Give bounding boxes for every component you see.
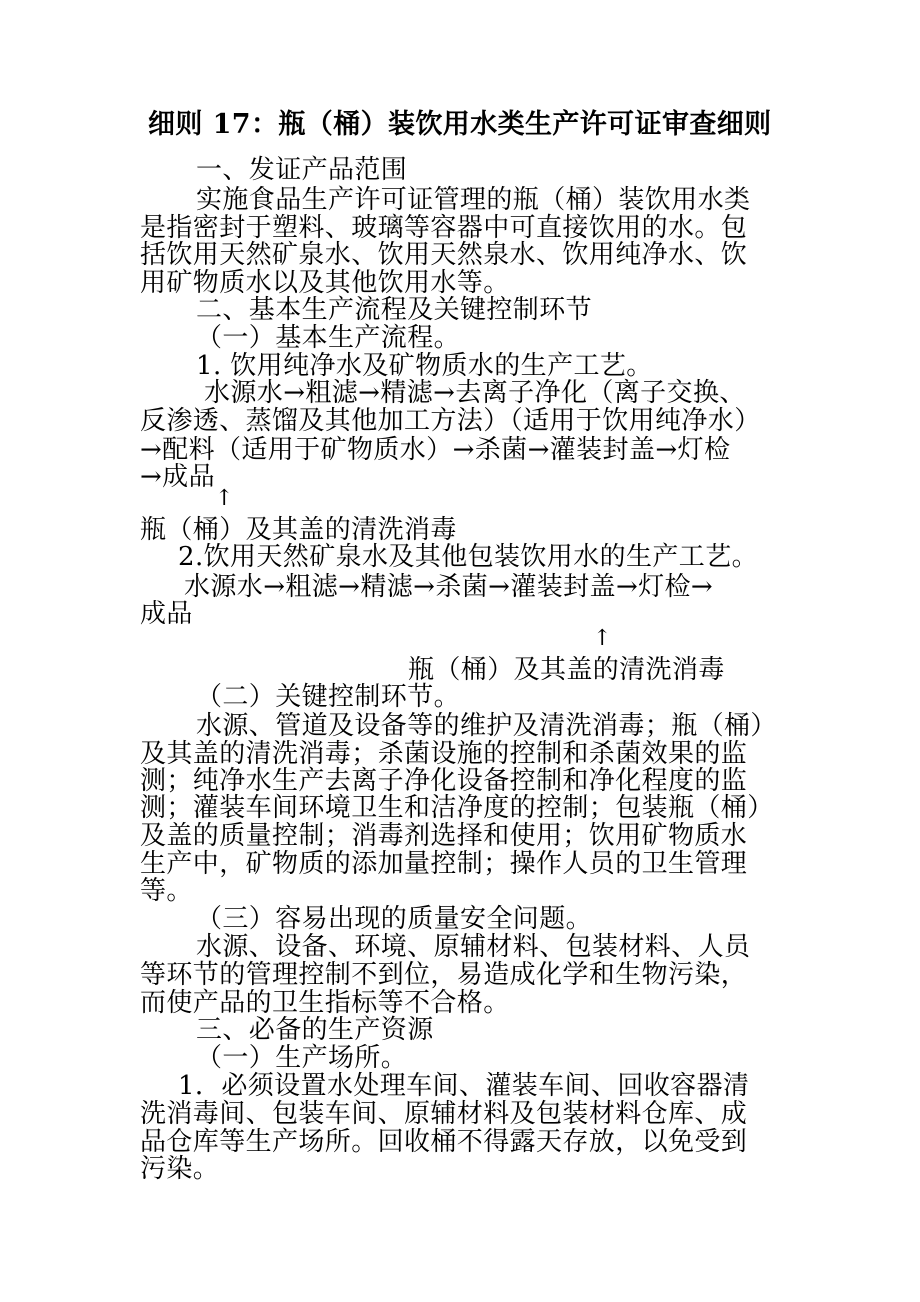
subheading: （一）生产场所。 — [196, 1043, 408, 1073]
heading-1: 一、发证产品范围 — [196, 155, 408, 185]
flow-line: 水源水→粗滤→精滤→去离子净化（离子交换、 — [204, 378, 746, 408]
paragraph-line: 测；灌装车间环境卫生和洁净度的控制；包装瓶（桶） — [140, 793, 774, 823]
flow-line: →成品 — [140, 462, 215, 492]
up-arrow-icon: ↑ — [215, 486, 234, 511]
heading-3: 三、必备的生产资源 — [196, 1015, 434, 1045]
paragraph-line: 污染。 — [140, 1154, 220, 1184]
paragraph-line: 洗消毒间、包装车间、原辅材料及包装材料仓库、成 — [140, 1099, 748, 1129]
document-title: 细则 17：瓶（桶）装饮用水类生产许可证审查细则 — [148, 109, 772, 140]
subheading: （一）基本生产流程。 — [196, 323, 461, 353]
subheading: （三）容易出现的质量安全问题。 — [196, 904, 593, 934]
paragraph-line: 括饮用天然矿泉水、饮用天然泉水、饮用纯净水、饮 — [140, 240, 748, 270]
paragraph-line: 测；纯净水生产去离子净化设备控制和净化程度的监 — [140, 766, 748, 796]
paragraph-line: 品仓库等生产场所。回收桶不得露天存放，以免受到 — [140, 1127, 748, 1157]
paragraph-line: 用矿物质水以及其他饮用水等。 — [140, 268, 510, 298]
paragraph-line: 1．必须设置水处理车间、灌装车间、回收容器清 — [178, 1071, 750, 1101]
flow-line: 反渗透、蒸馏及其他加工方法）（适用于饮用纯净水） — [140, 406, 761, 436]
subheading: （二）关键控制环节。 — [196, 682, 461, 712]
paragraph-line: 是指密封于塑料、玻璃等容器中可直接饮用的水。包 — [140, 213, 748, 243]
paragraph-line: 2.饮用天然矿泉水及其他包装饮用水的生产工艺。 — [178, 542, 759, 572]
paragraph-line: 1. 饮用纯净水及矿物质水的生产工艺。 — [196, 351, 653, 381]
paragraph-line: 及盖的质量控制；消毒剂选择和使用；饮用矿物质水 — [140, 821, 748, 851]
paragraph-line: 生产中，矿物质的添加量控制；操作人员的卫生管理 — [140, 849, 748, 879]
flow-line: 瓶（桶）及其盖的清洗消毒 — [140, 515, 457, 545]
flow-line: 瓶（桶）及其盖的清洗消毒 — [408, 655, 725, 685]
paragraph-line: 而使产品的卫生指标等不合格。 — [140, 988, 510, 1018]
flow-line: 水源水→粗滤→精滤→杀菌→灌装封盖→灯检→ — [184, 572, 714, 602]
heading-2: 二、基本生产流程及关键控制环节 — [196, 295, 593, 325]
paragraph-line: 水源、设备、环境、原辅材料、包装材料、人员 — [196, 932, 751, 962]
paragraph-line: 实施食品生产许可证管理的瓶（桶）装饮用水类 — [196, 185, 751, 215]
paragraph-line: 水源、管道及设备等的维护及清洗消毒；瓶（桶） — [196, 711, 777, 741]
up-arrow-icon: ↑ — [593, 626, 612, 651]
paragraph-line: 及其盖的清洗消毒；杀菌设施的控制和杀菌效果的监 — [140, 739, 748, 769]
paragraph-line: 等。 — [140, 876, 193, 906]
paragraph-line: 等环节的管理控制不到位，易造成化学和生物污染， — [140, 960, 748, 990]
flow-line: →配料（适用于矿物质水）→杀菌→灌装封盖→灯检 — [140, 435, 731, 465]
flow-line: 成品 — [140, 599, 193, 629]
